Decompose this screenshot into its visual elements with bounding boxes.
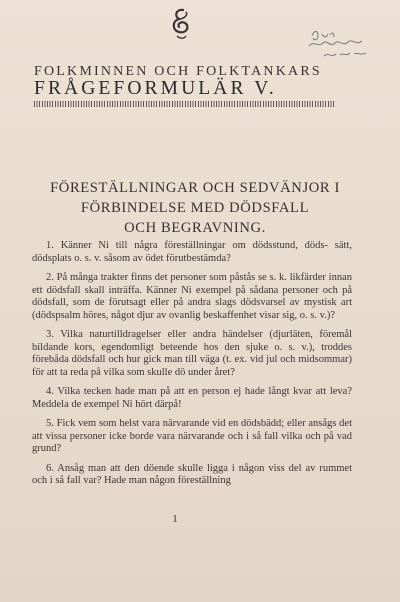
question-item: 5. Fick vem som helst vara närvarande vid en dödsbädd; eller ansågs det att vissa personer icke borde vara närvarande och i så fall vilka och på vad grund?	[32, 418, 352, 454]
page-number: 1	[172, 513, 178, 525]
section-title-line: FÖRESTÄLLNINGAR OCH SEDVÄNJOR I	[50, 180, 340, 196]
publication-series: FOLKMINNEN OCH FOLKTANKARS	[34, 64, 322, 79]
handwritten-pencil-note	[306, 26, 372, 62]
monogram-emblem-icon	[168, 6, 194, 46]
question-item: 1. Känner Ni till några föreställningar om dödsstund, döds- sätt, dödsplats o. s. v. såsom av ödet förutbestämda?	[32, 240, 352, 264]
form-title: FRÅGEFORMULÄR V.	[34, 78, 277, 99]
section-title-line: OCH BEGRAVNING.	[124, 220, 266, 236]
decorative-rule	[34, 101, 334, 107]
question-list	[32, 240, 352, 495]
section-title	[30, 178, 360, 238]
question-item: 4. Vilka tecken hade man på att en person ej hade långt kvar att leva? Meddela de exempel Ni hört därpå!	[32, 386, 352, 410]
question-item: 6. Ansåg man att den döende skulle ligga i någon viss del av rummet och i så fall var? Hade man någon föreställning	[32, 462, 352, 486]
question-item: 3. Vilka naturtilldragelser eller andra händelser (djurläten, föremål bildande kors, egendomligt beteende hos den sjuke o. s. v.), troddes förebåda dödsfall och hur gick man till väga (t. ex. vid jul och midsommar) för att ta reda på vilka som skulle dö under året?	[32, 329, 352, 378]
question-item: 2. På många trakter finns det personer som påstås se s. k. likfärder innan ett dödsfall skall inträffa. Känner Ni exempel på sådana personer och på dödsfall, som de förutsagt eller på andra slags dödsvarsel av mystisk art (dödspsalm höres, något djur av ovanlig beskaffenhet visar sig, o. s. v.)?	[32, 272, 352, 321]
section-title-line: FÖRBINDELSE MED DÖDSFALL	[80, 200, 310, 216]
